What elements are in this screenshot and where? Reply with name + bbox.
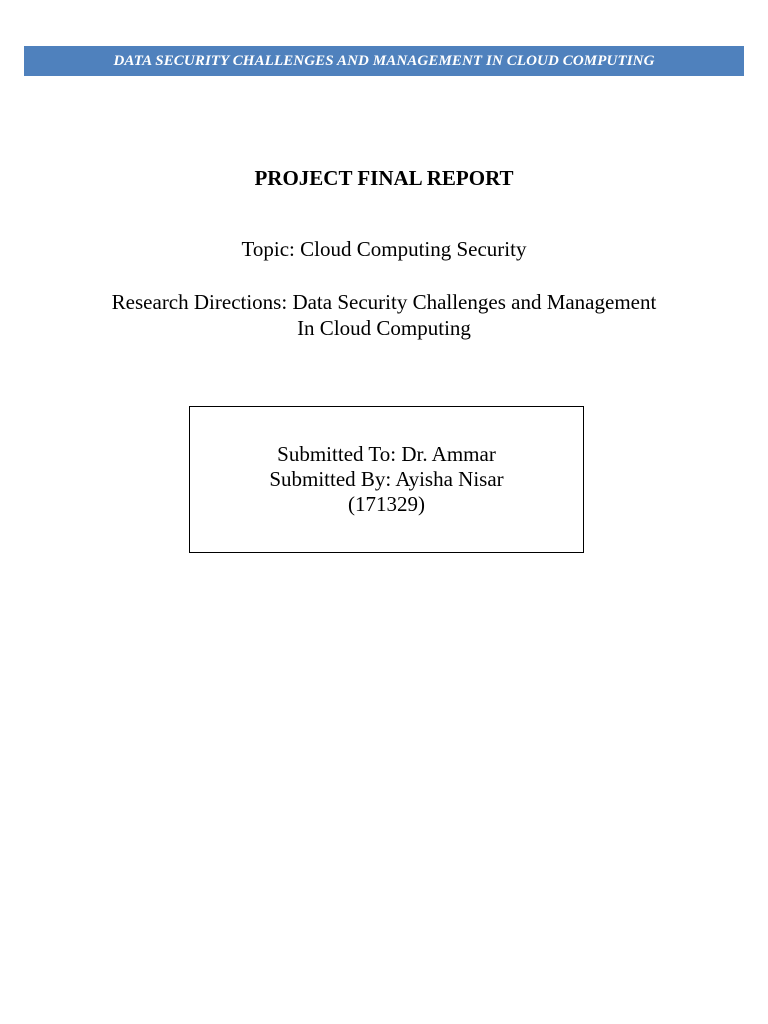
submission-box — [189, 406, 584, 553]
research-directions — [0, 289, 768, 341]
student-id: (171329) — [348, 492, 425, 516]
running-header-title: DATA SECURITY CHALLENGES AND MANAGEMENT IN CLOUD COMPUTING — [113, 52, 655, 69]
submission-details — [190, 442, 583, 517]
report-title: PROJECT FINAL REPORT — [254, 166, 514, 190]
research-directions-line-1: Research Directions: Data Security Challenges and Management — [111, 290, 657, 314]
research-directions-line-2: In Cloud Computing — [297, 316, 471, 340]
topic-line: Topic: Cloud Computing Security — [241, 237, 527, 261]
running-header-band — [24, 46, 744, 76]
submitted-by: Submitted By: Ayisha Nisar — [269, 467, 504, 491]
submitted-to: Submitted To: Dr. Ammar — [277, 442, 496, 466]
